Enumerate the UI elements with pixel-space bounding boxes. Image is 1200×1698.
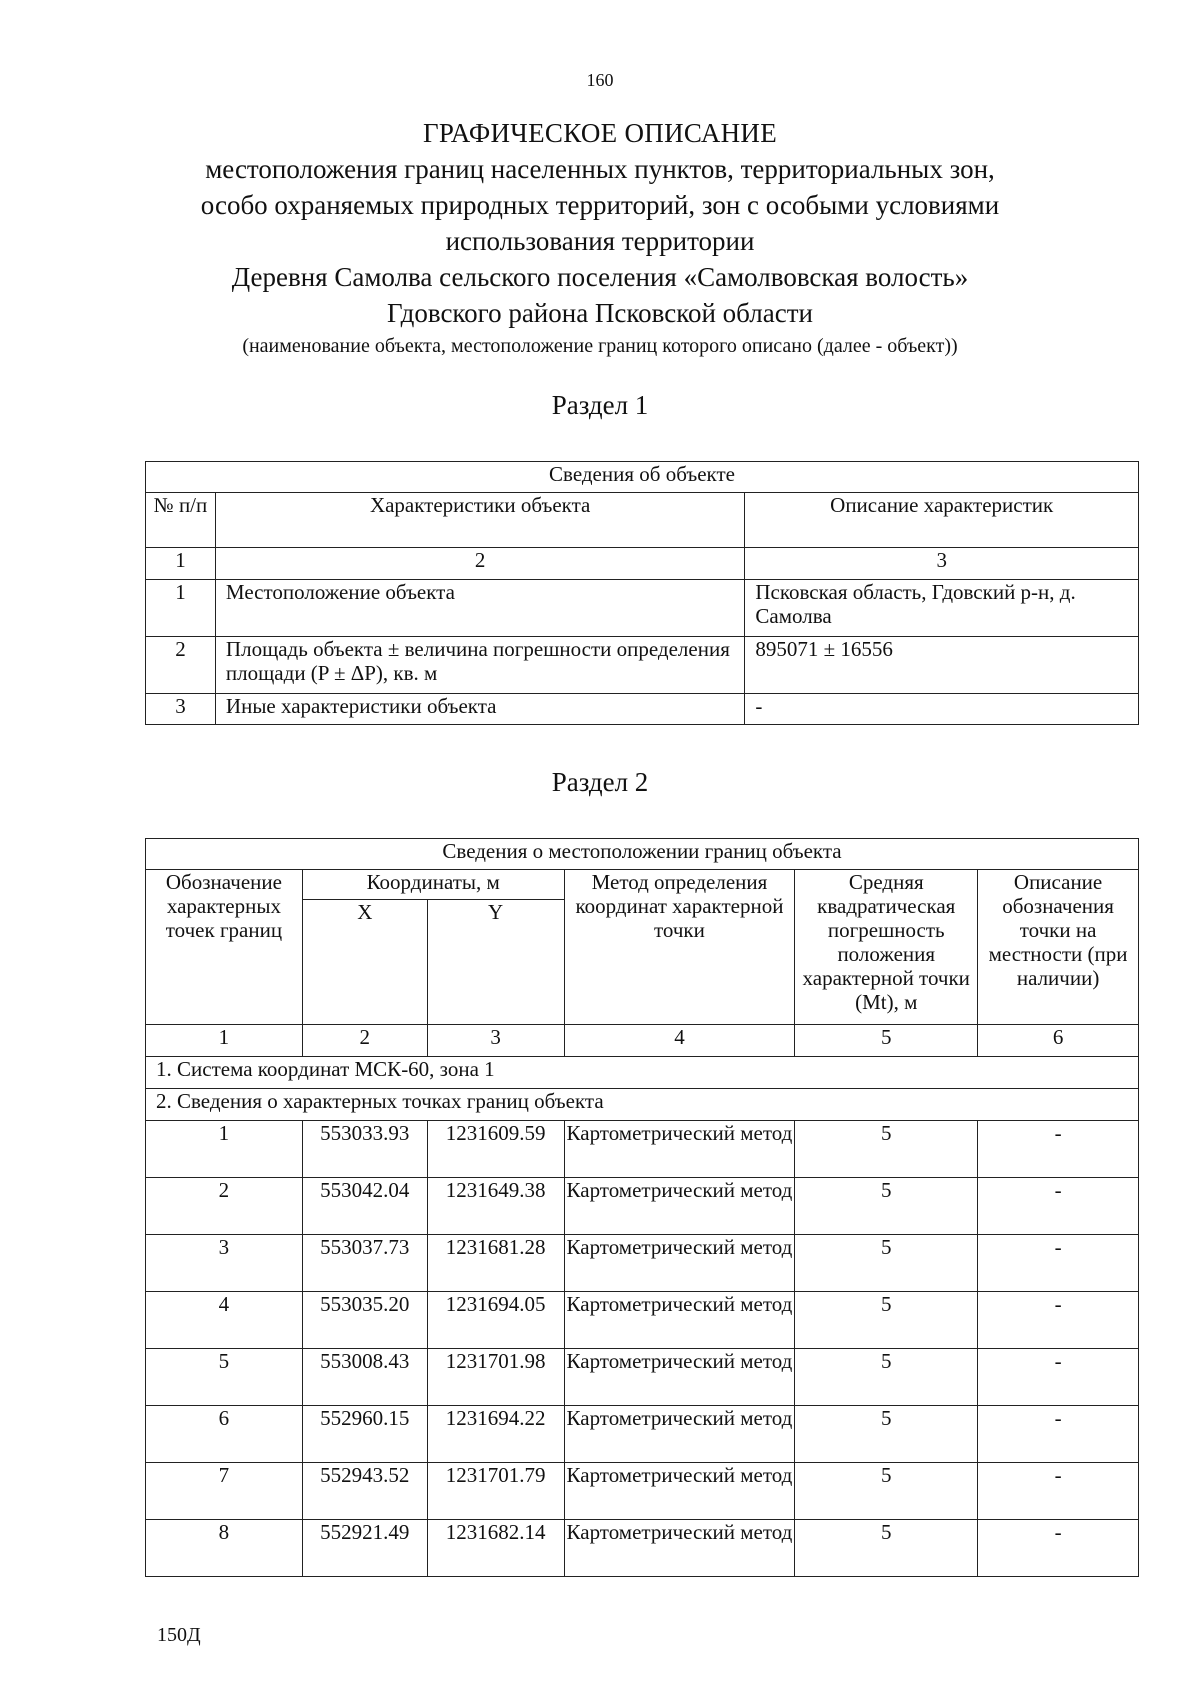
column-number: 1 [146,1025,303,1057]
table-row [146,580,1139,637]
coordinate-x: 553042.04 [302,1178,427,1235]
coordinate-x: 553037.73 [302,1235,427,1292]
column-number: 3 [745,548,1139,580]
column-header-error: Средняя квадратическая погрешность положения характерной точки (Mt), м [795,870,978,1025]
error-value: 5 [795,1178,978,1235]
page-number: 160 [586,70,614,90]
table-row [146,1406,1139,1463]
table-row [146,1520,1139,1577]
coordinate-y: 1231694.05 [427,1292,564,1349]
document-title: ГРАФИЧЕСКОЕ ОПИСАНИЕ [422,118,778,148]
coordinate-y: 1231681.28 [427,1235,564,1292]
row-number: 2 [146,637,216,694]
table-row [146,1292,1139,1349]
characteristic-name: Иные характеристики объекта [215,694,744,725]
point-description: - [978,1406,1139,1463]
column-header-method: Метод определения координат характерной точки [564,870,795,1025]
section1-title: Раздел 1 [551,390,649,420]
coordinate-y: 1231649.38 [427,1178,564,1235]
table-row [146,1178,1139,1235]
column-number: 3 [427,1025,564,1057]
point-description: - [978,1520,1139,1577]
table-row [146,1235,1139,1292]
coordinate-x: 553035.20 [302,1292,427,1349]
method: Картометрический метод [564,1463,795,1520]
column-number: 6 [978,1025,1139,1057]
method: Картометрический метод [564,1292,795,1349]
table-row [146,637,1139,694]
column-header: № п/п [146,493,216,548]
table-row [146,694,1139,725]
point-number: 2 [146,1178,303,1235]
column-header: Характеристики объекта [215,493,744,548]
point-number: 8 [146,1520,303,1577]
header-line: Деревня Самолва сельского поселения «Самолвовская волость» [231,262,969,292]
error-value: 5 [795,1463,978,1520]
point-description: - [978,1235,1139,1292]
coordinate-x: 552921.49 [302,1520,427,1577]
point-number: 5 [146,1349,303,1406]
method: Картометрический метод [564,1406,795,1463]
point-description: - [978,1178,1139,1235]
column-number: 1 [146,548,216,580]
column-header-coords: Координаты, м [302,870,564,900]
coordinate-system-row: 1. Система координат МСК-60, зона 1 [146,1057,1139,1089]
column-number: 2 [302,1025,427,1057]
method: Картометрический метод [564,1235,795,1292]
header-line: Гдовского района Псковской области [387,298,813,328]
method: Картометрический метод [564,1520,795,1577]
point-description: - [978,1121,1139,1178]
point-description: - [978,1292,1139,1349]
boundary-points-table [145,838,1139,1577]
point-description: - [978,1349,1139,1406]
characteristic-value: Псковская область, Гдовский р-н, д. Самолва [745,580,1139,637]
characteristic-name: Площадь объекта ± величина погрешности определения площади (P ± ΔP), кв. м [215,637,744,694]
coordinate-x: 553033.93 [302,1121,427,1178]
column-header-y: Y [427,900,564,1025]
header-line: местоположения границ населенных пунктов, территориальных зон, [205,154,995,184]
error-value: 5 [795,1349,978,1406]
coordinate-y: 1231701.79 [427,1463,564,1520]
header-caption: (наименование объекта, местоположение границ которого описано (далее - объект)) [242,335,958,357]
column-header-x: X [302,900,427,1025]
characteristic-name: Местоположение объекта [215,580,744,637]
table-title: Сведения о местоположении границ объекта [146,839,1139,870]
point-number: 7 [146,1463,303,1520]
error-value: 5 [795,1235,978,1292]
object-info-table [145,461,1139,725]
table-row [146,1349,1139,1406]
column-number: 2 [215,548,744,580]
method: Картометрический метод [564,1178,795,1235]
column-header-description: Описание обозначения точки на местности (при наличии) [978,870,1139,1025]
method: Картометрический метод [564,1349,795,1406]
point-number: 4 [146,1292,303,1349]
coordinate-y: 1231701.98 [427,1349,564,1406]
section2-title: Раздел 2 [551,767,649,797]
document-header [0,115,1200,359]
point-number: 6 [146,1406,303,1463]
error-value: 5 [795,1292,978,1349]
point-number: 1 [146,1121,303,1178]
column-header-point: Обозначение характерных точек границ [146,870,303,1025]
point-number: 3 [146,1235,303,1292]
column-number: 5 [795,1025,978,1057]
coordinate-x: 553008.43 [302,1349,427,1406]
header-line: использования территории [445,226,755,256]
column-header: Описание характеристик [745,493,1139,548]
method: Картометрический метод [564,1121,795,1178]
coordinate-y: 1231694.22 [427,1406,564,1463]
coordinate-x: 552960.15 [302,1406,427,1463]
point-description: - [978,1463,1139,1520]
points-section-row: 2. Сведения о характерных точках границ объекта [146,1089,1139,1121]
error-value: 5 [795,1520,978,1577]
column-number: 4 [564,1025,795,1057]
header-line: особо охраняемых природных территорий, зон с особыми условиями [200,190,1000,220]
footer-code: 150Д [157,1624,201,1646]
characteristic-value: - [745,694,1139,725]
coordinate-x: 552943.52 [302,1463,427,1520]
row-number: 3 [146,694,216,725]
table-row [146,1463,1139,1520]
error-value: 5 [795,1406,978,1463]
row-number: 1 [146,580,216,637]
coordinate-y: 1231609.59 [427,1121,564,1178]
characteristic-value: 895071 ± 16556 [745,637,1139,694]
table-title: Сведения об объекте [146,462,1139,493]
coordinate-y: 1231682.14 [427,1520,564,1577]
table-row [146,1121,1139,1178]
error-value: 5 [795,1121,978,1178]
